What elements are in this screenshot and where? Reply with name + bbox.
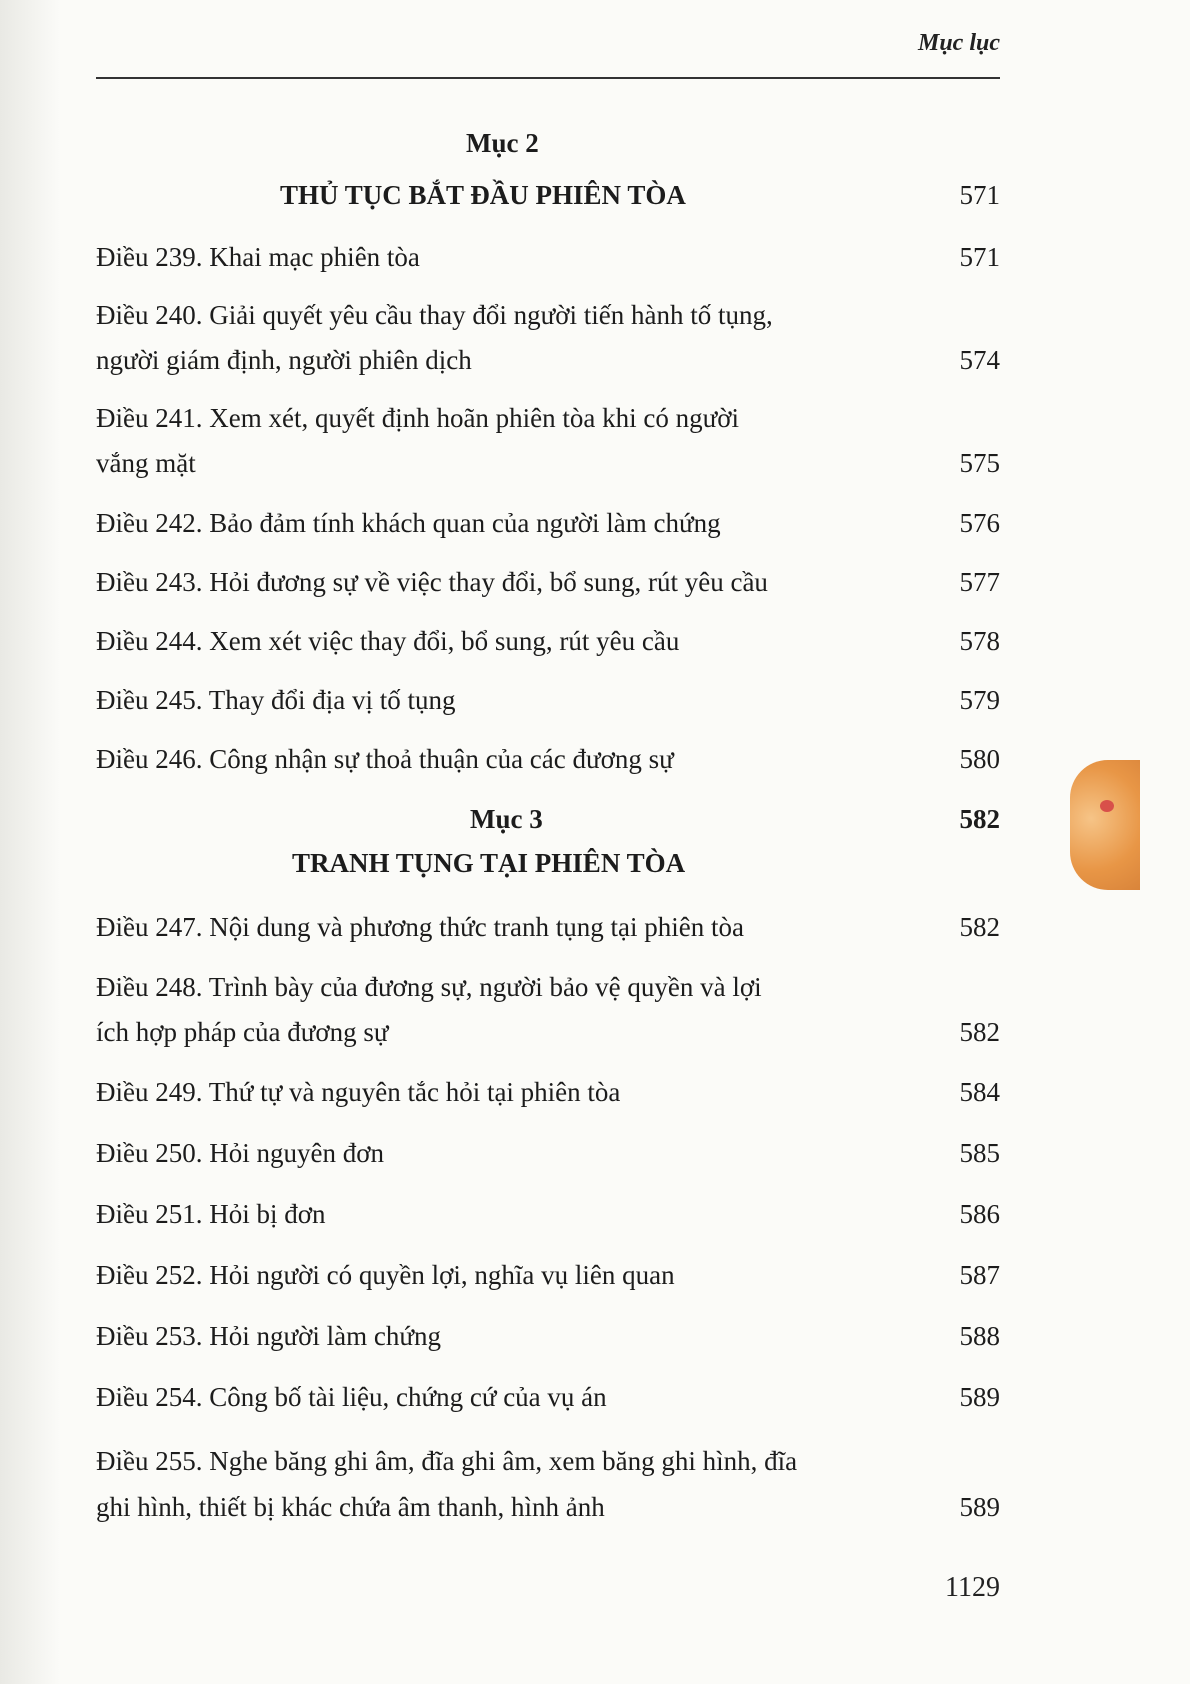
toc-entry-line: Điều 250. Hỏi nguyên đơn xyxy=(96,1138,384,1168)
page-gutter-shadow xyxy=(0,0,60,1684)
toc-entry-page: 574 xyxy=(959,345,1000,375)
toc-entry-page: 571 xyxy=(959,242,1000,272)
toc-entry-line: Điều 249. Thứ tự và nguyên tắc hỏi tại phiên tòa xyxy=(96,1077,621,1107)
toc-entry-line: Điều 251. Hỏi bị đơn xyxy=(96,1199,326,1229)
toc-entry-page: 585 xyxy=(959,1138,1000,1168)
toc-entry-line: Điều 239. Khai mạc phiên tòa xyxy=(96,242,420,272)
toc-entry-page: 588 xyxy=(959,1321,1000,1351)
section-title: THỦ TỤC BẮT ĐẦU PHIÊN TÒA xyxy=(280,180,686,210)
toc-entry-page: 589 xyxy=(959,1492,1000,1522)
section-page-number: 571 xyxy=(959,180,1000,210)
thumb-at-edge xyxy=(1070,760,1140,890)
toc-entry-page: 578 xyxy=(959,626,1000,656)
toc-entry-page: 584 xyxy=(959,1077,1000,1107)
section-label: Mục 2 xyxy=(466,128,539,158)
toc-entry-line: Điều 245. Thay đổi địa vị tố tụng xyxy=(96,685,456,715)
toc-entry-line: ích hợp pháp của đương sự xyxy=(96,1017,389,1047)
toc-entry-page: 576 xyxy=(959,508,1000,538)
toc-entry-line: Điều 240. Giải quyết yêu cầu thay đổi người tiến hành tố tụng, xyxy=(96,300,773,330)
toc-entry-page: 575 xyxy=(959,448,1000,478)
toc-entry-line: ghi hình, thiết bị khác chứa âm thanh, hình ảnh xyxy=(96,1492,605,1522)
toc-entry-page: 587 xyxy=(959,1260,1000,1290)
toc-entry-line: Điều 255. Nghe băng ghi âm, đĩa ghi âm, xem băng ghi hình, đĩa xyxy=(96,1446,798,1476)
toc-entry-page: 586 xyxy=(959,1199,1000,1229)
toc-entry-page: 580 xyxy=(959,744,1000,774)
toc-entry-line: Điều 248. Trình bày của đương sự, người bảo vệ quyền và lợi xyxy=(96,972,762,1002)
fingernail-mark xyxy=(1100,800,1114,812)
toc-entry-line: Điều 243. Hỏi đương sự về việc thay đổi, bổ sung, rút yêu cầu xyxy=(96,567,768,597)
toc-entry-line: vắng mặt xyxy=(96,448,196,478)
section-label: Mục 3 xyxy=(470,804,543,834)
toc-entry-line: người giám định, người phiên dịch xyxy=(96,345,472,375)
header-rule xyxy=(96,77,1000,79)
toc-entry-page: 582 xyxy=(959,912,1000,942)
toc-entry-line: Điều 253. Hỏi người làm chứng xyxy=(96,1321,442,1351)
toc-entry-line: Điều 241. Xem xét, quyết định hoãn phiên tòa khi có người xyxy=(96,403,740,433)
toc-entry-line: Điều 247. Nội dung và phương thức tranh tụng tại phiên tòa xyxy=(96,912,744,942)
toc-entry-page: 579 xyxy=(959,685,1000,715)
toc-entry-page: 589 xyxy=(959,1382,1000,1412)
toc-entry-line: Điều 254. Công bố tài liệu, chứng cứ của vụ án xyxy=(96,1382,607,1412)
toc-entry-line: Điều 242. Bảo đảm tính khách quan của người làm chứng xyxy=(96,508,721,538)
page-number: 1129 xyxy=(945,1572,1000,1603)
toc-entry-page: 582 xyxy=(959,1017,1000,1047)
toc-entry-line: Điều 252. Hỏi người có quyền lợi, nghĩa vụ liên quan xyxy=(96,1260,675,1290)
toc-entry-line: Điều 244. Xem xét việc thay đổi, bổ sung, rút yêu cầu xyxy=(96,626,680,656)
running-header: Mục lục xyxy=(917,30,1000,56)
toc-entry-page: 577 xyxy=(959,567,1000,597)
section-page-number: 582 xyxy=(959,804,1000,834)
section-title: TRANH TỤNG TẠI PHIÊN TÒA xyxy=(292,848,686,878)
toc-entry-line: Điều 246. Công nhận sự thoả thuận của các đương sự xyxy=(96,744,674,774)
